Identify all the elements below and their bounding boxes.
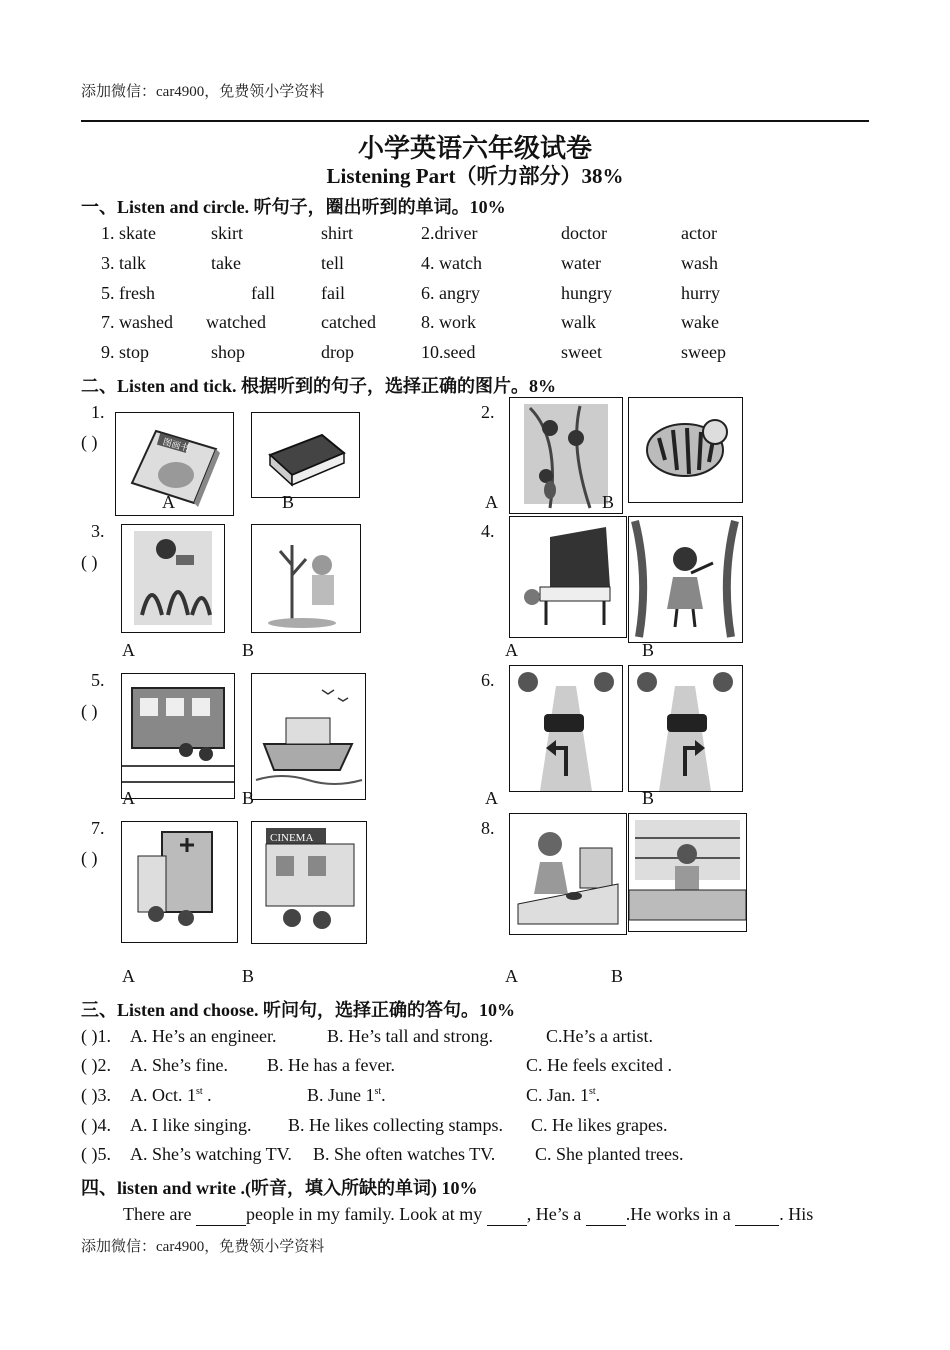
q7-picture-a[interactable]: [121, 821, 238, 943]
q5-picture-b[interactable]: [251, 673, 366, 800]
word-option[interactable]: 1. skate: [101, 223, 156, 243]
choice-question-number[interactable]: ( )2.: [81, 1055, 111, 1075]
question-number: 3.: [91, 521, 105, 541]
page-footer-note: 添加微信：car4900，免费领小学资料: [81, 1239, 325, 1255]
q4-picture-a[interactable]: [509, 516, 627, 638]
q6-picture-a[interactable]: [509, 665, 623, 792]
choice-question-number[interactable]: ( )4.: [81, 1115, 111, 1135]
word-option[interactable]: 5. fresh: [101, 283, 155, 303]
word-option[interactable]: wake: [681, 312, 719, 332]
q1-picture-b[interactable]: [251, 412, 360, 498]
word-option[interactable]: 8. work: [421, 312, 476, 332]
choice-option-a: A. Oct. 1st .: [130, 1085, 212, 1105]
word-option[interactable]: walk: [561, 312, 596, 332]
choice-option-c: C. She planted trees.: [535, 1144, 684, 1164]
q8-picture-a[interactable]: [509, 813, 627, 935]
choice-option-b: B. He’s tall and strong.: [327, 1026, 493, 1046]
word-option[interactable]: sweep: [681, 342, 726, 362]
choice-option-a: A. She’s watching TV.: [130, 1144, 292, 1164]
option-label-b: B: [611, 966, 624, 986]
q3-picture-b[interactable]: [251, 524, 361, 633]
q5-picture-a[interactable]: [121, 673, 235, 799]
question-number: 5.: [91, 670, 105, 690]
choice-option-a: A. He’s an engineer.: [130, 1026, 277, 1046]
option-label-a: A: [122, 788, 135, 808]
choice-option-b: B. She often watches TV.: [313, 1144, 496, 1164]
word-option[interactable]: wash: [681, 253, 718, 273]
word-option[interactable]: fail: [321, 283, 345, 303]
word-option[interactable]: 4. watch: [421, 253, 482, 273]
q3-picture-a[interactable]: [121, 524, 225, 633]
section1-heading: 一、Listen and circle. 听句子，圈出听到的单词。10%: [81, 197, 506, 217]
question-number: 1.: [91, 402, 105, 422]
q6-picture-b[interactable]: [628, 665, 743, 792]
choice-option-b: B. June 1st.: [307, 1085, 386, 1105]
option-label-a: A: [485, 492, 498, 512]
office-worker-icon: [510, 814, 626, 934]
turn-right-car-icon: [629, 666, 742, 791]
q7-picture-b[interactable]: [251, 821, 367, 944]
q4-picture-b[interactable]: [628, 516, 743, 643]
choice-option-c: C. Jan. 1st.: [526, 1085, 601, 1105]
word-option[interactable]: watched: [206, 312, 266, 332]
word-option[interactable]: 7. washed: [101, 312, 173, 332]
turn-left-car-icon: [510, 666, 622, 791]
word-option[interactable]: 2.driver: [421, 223, 478, 243]
blank-field[interactable]: [735, 1204, 779, 1226]
cinema-icon: [252, 822, 366, 943]
option-label-a: A: [505, 640, 518, 660]
choice-option-c: C. He likes grapes.: [531, 1115, 668, 1135]
choice-question-number[interactable]: ( )5.: [81, 1144, 111, 1164]
option-label-b: B: [242, 788, 255, 808]
q2-picture-b[interactable]: [628, 397, 743, 503]
answer-paren[interactable]: ( ): [81, 432, 98, 452]
word-option[interactable]: take: [211, 253, 241, 273]
option-label-a: A: [122, 640, 135, 660]
choice-question-number[interactable]: ( )3.: [81, 1085, 111, 1105]
option-label-a: A: [485, 788, 498, 808]
violin-girl-icon: [629, 517, 742, 642]
option-label-b: B: [242, 966, 255, 986]
answer-paren[interactable]: ( ): [81, 848, 98, 868]
choice-question-number[interactable]: ( )1.: [81, 1026, 111, 1046]
choice-option-c: C.He’s a artist.: [546, 1026, 653, 1046]
question-number: 2.: [481, 402, 495, 422]
blank-field[interactable]: [196, 1204, 246, 1226]
question-number: 8.: [481, 818, 495, 838]
q8-picture-b[interactable]: [628, 813, 747, 932]
word-option[interactable]: shirt: [321, 223, 354, 243]
option-label-b: B: [282, 492, 295, 512]
choice-option-c: C. He feels excited .: [526, 1055, 672, 1075]
hospital-icon: [122, 822, 237, 942]
cinema-sign: CINEMA: [270, 832, 314, 844]
word-option[interactable]: shop: [211, 342, 246, 362]
tiger-icon: [629, 398, 742, 502]
option-label-b: B: [242, 640, 255, 660]
option-label-a: A: [162, 492, 175, 512]
page-header-note: 添加微信：car4900，免费领小学资料: [81, 84, 325, 100]
page-subtitle: Listening Part（听力部分）38%: [326, 164, 624, 188]
word-option[interactable]: actor: [681, 223, 717, 243]
option-label-b: B: [602, 492, 615, 512]
word-option[interactable]: water: [561, 253, 601, 273]
choice-option-a: A. She’s fine.: [130, 1055, 228, 1075]
option-label-a: A: [505, 966, 518, 986]
question-number: 6.: [481, 670, 495, 690]
blank-field[interactable]: [487, 1204, 527, 1226]
word-option[interactable]: hungry: [561, 283, 612, 303]
book-cover-title: 图画书: [161, 436, 191, 454]
word-option[interactable]: 9. stop: [101, 342, 150, 362]
question-number: 7.: [91, 818, 105, 838]
section2-heading: 二、Listen and tick. 根据听到的句子，选择正确的图片。8%: [81, 376, 557, 396]
option-label-b: B: [642, 788, 655, 808]
choice-option-a: A. I like singing.: [130, 1115, 252, 1135]
word-option[interactable]: fall: [251, 283, 275, 303]
header-divider: [81, 120, 869, 122]
answer-paren[interactable]: ( ): [81, 701, 98, 721]
word-option[interactable]: 3. talk: [101, 253, 146, 273]
blank-field[interactable]: [586, 1204, 626, 1226]
word-option[interactable]: skirt: [211, 223, 244, 243]
choice-option-b: B. He likes collecting stamps.: [288, 1115, 503, 1135]
section4-heading: 四、listen and write .(听音，填入所缺的单词) 10%: [81, 1178, 478, 1198]
word-option[interactable]: hurry: [681, 283, 720, 303]
dictionary-icon: [252, 413, 359, 497]
piano-icon: [510, 517, 626, 637]
word-option[interactable]: sweet: [561, 342, 602, 362]
word-option[interactable]: drop: [321, 342, 354, 362]
section3-heading: 三、Listen and choose. 听问句，选择正确的答句。10%: [81, 1000, 516, 1020]
answer-paren[interactable]: ( ): [81, 552, 98, 572]
option-label-b: B: [642, 640, 655, 660]
word-option[interactable]: doctor: [561, 223, 607, 243]
train-icon: [122, 674, 234, 798]
option-label-a: A: [122, 966, 135, 986]
page-title: 小学英语六年级试卷: [357, 134, 592, 163]
word-option[interactable]: catched: [321, 312, 376, 332]
word-option[interactable]: 10.seed: [421, 342, 476, 362]
word-option[interactable]: 6. angry: [421, 283, 480, 303]
shop-assistant-icon: [629, 814, 746, 931]
choice-option-b: B. He has a fever.: [267, 1055, 395, 1075]
fill-in-paragraph: There are people in my family. Look at my , He’s a .He works in a . His: [123, 1204, 814, 1224]
ship-icon: [252, 674, 365, 799]
watering-plants-icon: [122, 525, 224, 632]
question-number: 4.: [481, 521, 495, 541]
word-option[interactable]: tell: [321, 253, 344, 273]
planting-tree-icon: [252, 525, 360, 632]
